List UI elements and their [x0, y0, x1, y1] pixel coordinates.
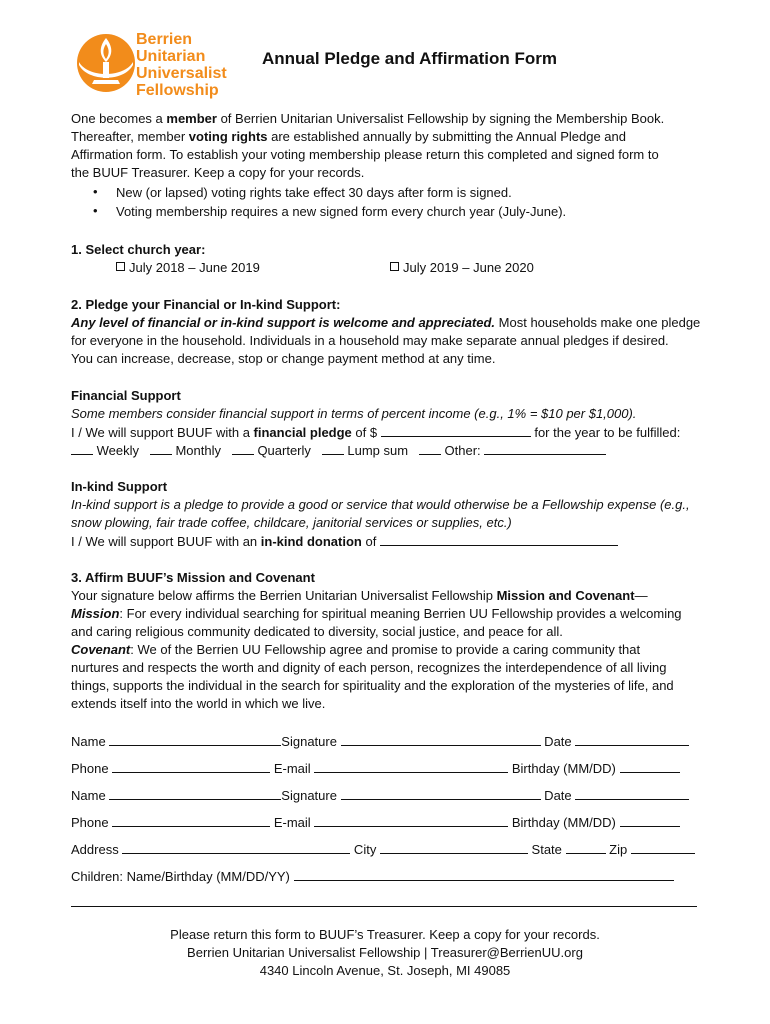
birthday-field[interactable] — [620, 813, 680, 827]
signature-field[interactable] — [341, 732, 541, 746]
monthly-blank[interactable] — [150, 441, 172, 455]
covenant-line-3: things, supports the individual in the search for spirituality and the exploration of the mysteries of life, and — [71, 678, 674, 693]
mission-line-1: Mission: For every individual searching for spiritual meaning Berrien UU Fellowship provides a welcoming — [71, 606, 682, 621]
mission-line-2: and caring religious community dedicated to diversity, social justice, and peace for all. — [71, 624, 563, 639]
footer-line-3: 4340 Lincoln Avenue, St. Joseph, MI 49085 — [259, 963, 511, 978]
covenant-line-2: nurtures and respects the worth and dignity of each person, recognizes the interdependence of all living — [71, 660, 667, 675]
children-field[interactable] — [294, 867, 674, 881]
other-field[interactable] — [484, 441, 606, 455]
phone-field[interactable] — [112, 759, 270, 773]
weekly-blank[interactable] — [71, 441, 93, 455]
section2-heading: 2. Pledge your Financial or In-kind Support: — [71, 297, 341, 312]
children-row: Children: Name/Birthday (MM/DD/YY) — [71, 867, 674, 886]
section3-heading: 3. Affirm BUUF’s Mission and Covenant — [71, 570, 315, 585]
section2-line-3: You can increase, decrease, stop or change payment method at any time. — [71, 351, 496, 366]
intro-bullet-2: Voting membership requires a new signed form every church year (July-June). — [116, 204, 567, 219]
date-field[interactable] — [575, 732, 689, 746]
checkbox[interactable] — [390, 262, 399, 271]
zip-field[interactable] — [631, 840, 695, 854]
name-field[interactable] — [109, 732, 281, 746]
logo-line-1: Berrien — [136, 31, 193, 48]
footer-line-2: Berrien Unitarian Universalist Fellowship | Treasurer@BerrienUU.org — [187, 945, 583, 960]
children-extra-line[interactable] — [71, 906, 697, 907]
birthday-field[interactable] — [620, 759, 680, 773]
lump-sum-blank[interactable] — [322, 441, 344, 455]
member1-phone-row: Phone E-mail Birthday (MM/DD) — [71, 759, 680, 778]
signature-field[interactable] — [341, 786, 541, 800]
address-field[interactable] — [122, 840, 350, 854]
covenant-line-1: Covenant: We of the Berrien UU Fellowship agree and promise to provide a caring community that — [71, 642, 641, 657]
checkbox[interactable] — [116, 262, 125, 271]
financial-note: Some members consider financial support in terms of percent income (e.g., 1% = $10 per $1,000). — [71, 406, 637, 421]
financial-heading: Financial Support — [71, 388, 181, 403]
frequency-line: Weekly Monthly Quarterly Lump sum Other: — [71, 441, 606, 460]
bullet-icon: • — [93, 203, 98, 218]
member1-name-row: Name Signature Date — [71, 732, 689, 751]
email-field[interactable] — [314, 813, 508, 827]
covenant-line-4: extends itself into the world in which we live. — [71, 696, 326, 711]
page-title: Annual Pledge and Affirmation Form — [262, 49, 557, 68]
footer-line-1: Please return this form to BUUF’s Treasurer. Keep a copy for your records. — [170, 927, 600, 942]
state-field[interactable] — [566, 840, 606, 854]
chalice-logo-icon — [76, 32, 136, 94]
intro-line-4: the BUUF Treasurer. Keep a copy for your records. — [71, 165, 365, 180]
intro-line-1: One becomes a member of Berrien Unitarian Universalist Fellowship by signing the Membership Book. — [71, 111, 665, 126]
city-field[interactable] — [380, 840, 528, 854]
inkind-field[interactable] — [380, 532, 618, 546]
logo-line-2: Unitarian — [136, 48, 206, 65]
phone-field[interactable] — [112, 813, 270, 827]
intro-bullet-1: New (or lapsed) voting rights take effect 30 days after form is signed. — [116, 185, 512, 200]
year-option-2019[interactable]: July 2019 – June 2020 — [390, 259, 534, 277]
date-field[interactable] — [575, 786, 689, 800]
bullet-icon: • — [93, 184, 98, 199]
logo-text — [136, 31, 227, 99]
section1-heading: 1. Select church year: — [71, 242, 206, 257]
name-field[interactable] — [109, 786, 281, 800]
address-row: Address City State Zip — [71, 840, 695, 859]
email-field[interactable] — [314, 759, 508, 773]
intro-line-2: Thereafter, member voting rights are established annually by submitting the Annual Pledge and — [71, 129, 626, 144]
other-blank[interactable] — [419, 441, 441, 455]
year-option-2018[interactable]: July 2018 – June 2019 — [116, 259, 260, 277]
financial-amount-field[interactable] — [381, 423, 531, 437]
inkind-pledge-line: I / We will support BUUF with an in-kind donation of — [71, 532, 618, 551]
financial-pledge-line: I / We will support BUUF with a financial pledge of $ for the year to be fulfilled: — [71, 425, 681, 440]
section2-line-2: for everyone in the household. Individuals in a household may make separate annual pledges if desired. — [71, 333, 669, 348]
logo-line-4: Fellowship — [136, 82, 219, 99]
member2-phone-row: Phone E-mail Birthday (MM/DD) — [71, 813, 680, 832]
inkind-note-2: snow plowing, fair trade coffee, childcare, janitorial services or supplies, etc.) — [71, 515, 512, 530]
section3-line-1: Your signature below affirms the Berrien Unitarian Universalist Fellowship Mission and Covenant— — [71, 588, 648, 603]
intro-line-3: Affirmation form. To establish your voting membership please return this completed and signed form to — [71, 147, 659, 162]
section2-line-1: Any level of financial or in-kind support is welcome and appreciated. Most households make one pledge — [71, 315, 701, 330]
quarterly-blank[interactable] — [232, 441, 254, 455]
inkind-note-1: In-kind support is a pledge to provide a good or service that would otherwise be a Fellowship expense (e.g., — [71, 497, 690, 512]
member2-name-row: Name Signature Date — [71, 786, 689, 805]
inkind-heading: In-kind Support — [71, 479, 168, 494]
logo-line-3: Universalist — [136, 65, 227, 82]
